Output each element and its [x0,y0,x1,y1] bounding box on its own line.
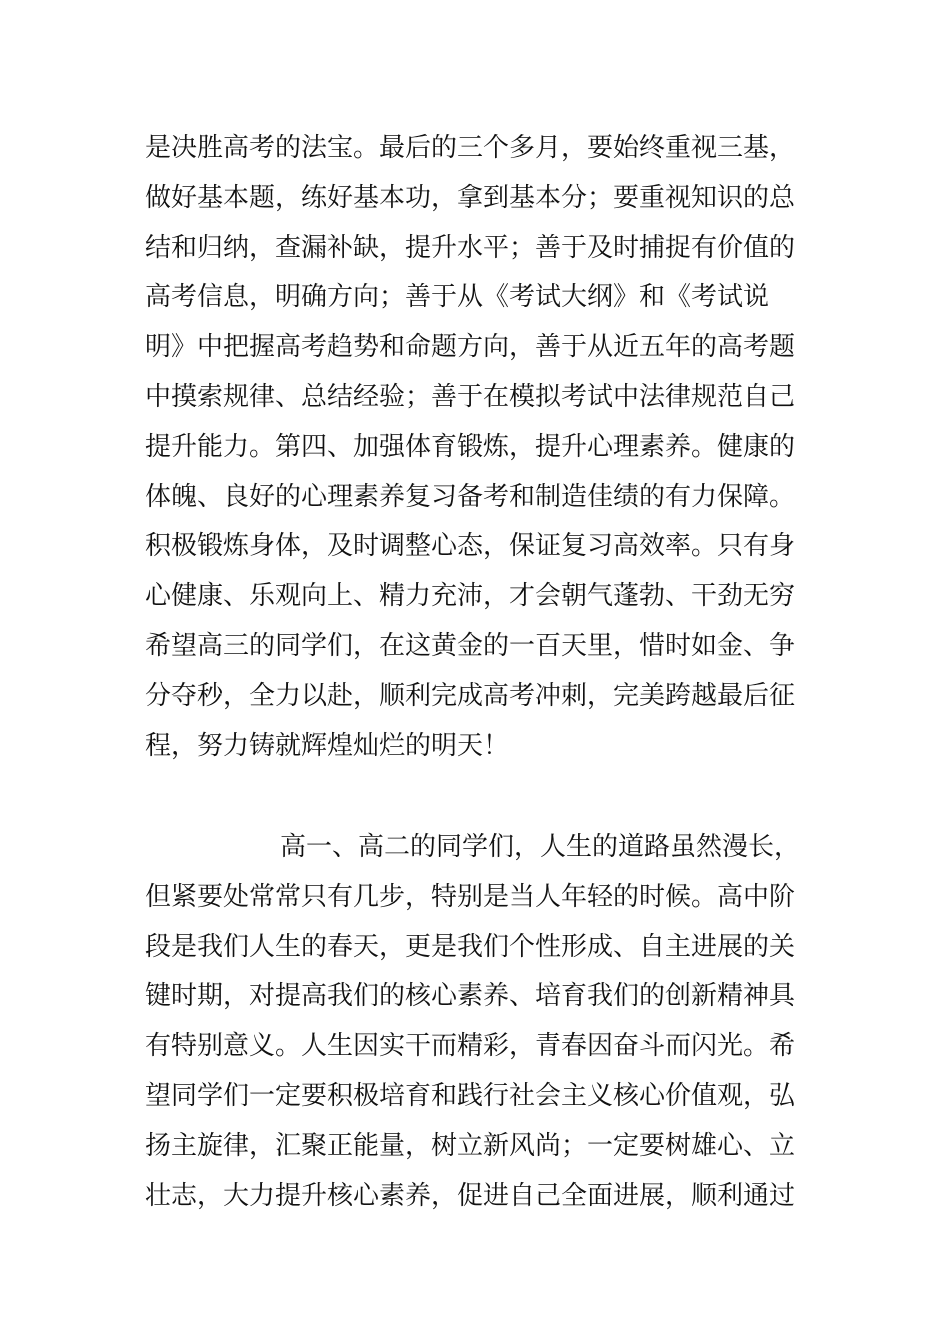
text-line: 扬主旋律，汇聚正能量，树立新风尚；一定要树雄心、立 [145,1130,796,1161]
text-line: 壮志，大力提升核心素养，促进自己全面进展，顺利通过 [145,1180,796,1211]
text-line: 高考信息，明确方向；善于从《考试大纲》和《考试说 [145,282,770,313]
text-line: 心健康、乐观向上、精力充沛，才会朝气蓬勃、干劲无穷 [145,581,796,612]
text-line: 做好基本题，练好基本功，拿到基本分；要重视知识的总 [145,182,796,213]
paragraph-junior-students [145,823,815,1221]
text-line: 分夺秒，全力以赴，顺利完成高考冲刺，完美跨越最后征 [145,680,796,711]
text-line: 积极锻炼身体，及时调整心态，保证复习高效率。只有身 [145,531,796,562]
text-line: 键时期，对提高我们的核心素养、培育我们的创新精神具 [145,981,796,1012]
text-line: 望同学们一定要积极培育和践行社会主义核心价值观，弘 [145,1080,796,1111]
text-line: 有特别意义。人生因实干而精彩，青春因奋斗而闪光。希 [145,1031,796,1062]
text-line: 希望高三的同学们，在这黄金的一百天里，惜时如金、争 [145,630,796,661]
text-line: 程，努力铸就辉煌灿烂的明天！ [145,730,510,761]
text-line: 是决胜高考的法宝。最后的三个多月，要始终重视三基， [145,133,796,163]
text-line: 中摸索规律、总结经验；善于在模拟考试中法律规范自己 [145,381,796,412]
text-line: 段是我们人生的春天，更是我们个性形成、自主进展的关 [145,931,796,962]
text-line: 体魄、良好的心理素养复习备考和制造佳绩的有力保障。 [145,481,796,512]
text-line-indented: 高一、高二的同学们，人生的道路虽然漫长， [280,832,801,862]
text-line: 结和归纳，查漏补缺，提升水平；善于及时捕捉有价值的 [145,232,796,263]
text-line: 但紧要处常常只有几步，特别是当人年轻的时候。高中阶 [145,881,796,912]
paragraph-exam-advice [145,124,815,771]
text-line: 明》中把握高考趋势和命题方向，善于从近五年的高考题 [145,332,796,363]
text-line: 提升能力。第四、加强体育锻炼，提升心理素养。健康的 [145,431,796,462]
